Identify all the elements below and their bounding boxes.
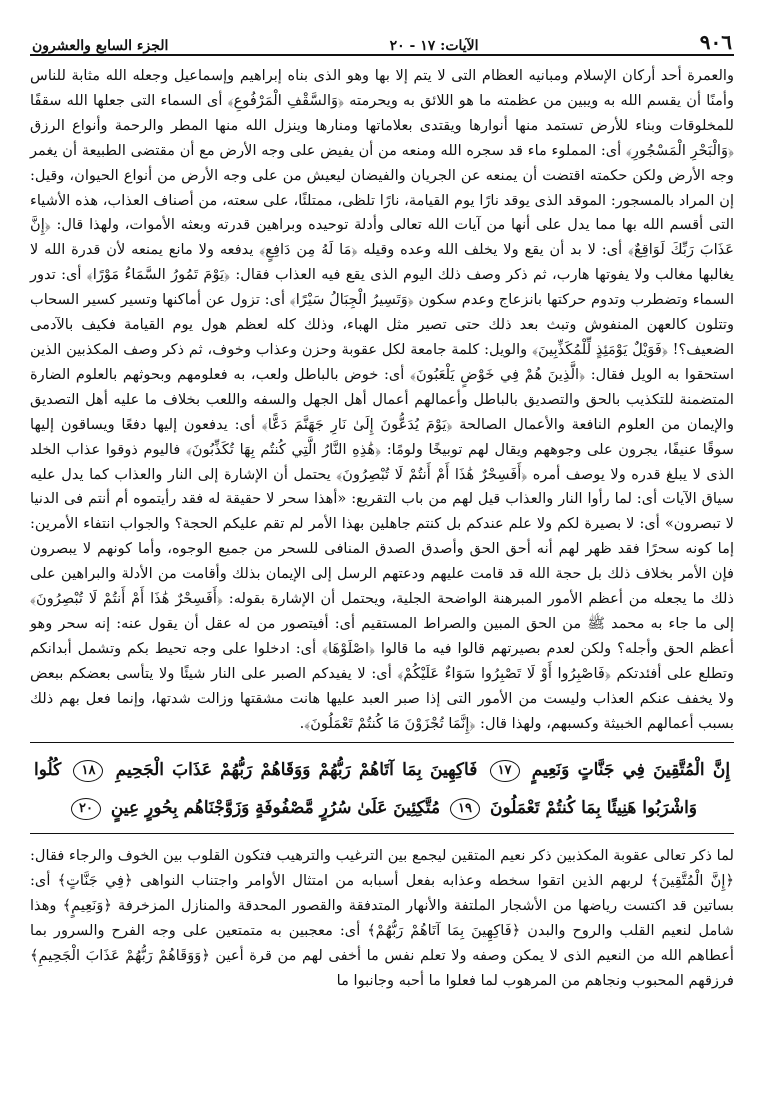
verse-number-marker: ١٧: [490, 760, 520, 782]
quran-verses: [30, 742, 734, 834]
commentary-text: [30, 64, 734, 736]
tafsir-text: [30, 844, 734, 993]
commentary-paragraph: والعمرة أحد أركان الإسلام ومبانيه العظام التى لا يتم إلا بها وهو الذى بناه إبراهيم وإسماعيل وجعله الله مثابة للناس وأمنًا أن يقسم الله به ويبين من عظمته ما هو اللائق به ويحرمته ﴿وَالسَّقْفِ الْمَرْفُوعِ﴾ أى السماء التى جعلها الله سقفًا للمخلوقات وبناء للأرض تستمد منها أنوارها ويقتدى بعلاماتها ومنارها وينزل الله منها المطر والرحمة وأنواع الرزق ﴿وَالْبَحْرِ الْمَسْجُورِ﴾ أى: المملوء ماء قد سجره الله ومنعه من أن يفيض على وجه الأرض مع أن مقتضى الطبيعة أن يغمر وجه الأرض ولكن حكمته اقتضت أن يمنعه عن الجريان والفيضان ليعيش من على وجه الأرض من أنواع الحيوان، وقيل: إن المراد بالمسجور: الموقد الذى يوقد نارًا يوم القيامة، نارًا تلظى، ممتلئًا، على سعته، من أصناف العذاب، هذه الأشياء التى أقسم الله بها مما يدل على أنها من آيات الله تعالى وأدلة توحيده وبراهين قدرته وبعثه الأموات، ولهذا قال: ﴿إِنَّ عَذَابَ رَبِّكَ لَوَاقِعٌ﴾ أى: لا بد أن يقع ولا يخلف الله وعده وقيله ﴿مَا لَهُ مِن دَافِعٍ﴾ يدفعه ولا مانع يمنعه لأن قدرة الله لا يغالبها مغالب ولا يفوتها هارب، ثم ذكر وصف ذلك اليوم الذى يقع فيه العذاب فقال: ﴿يَوْمَ تَمُورُ السَّمَاءُ مَوْرًا﴾ أى: تدور السماء وتضطرب وتدوم حركتها بانزعاج وعدم سكون ﴿وَتَسِيرُ الْجِبَالُ سَيْرًا﴾ أى: تزول عن أماكنها وتسير كسير السحاب وتتلون كالعهن المنفوش وتبث بعد ذلك حتى تصير مثل الهباء، وذلك كله لعظم هول يوم القيامة فكيف بالآدمى الضعيف؟! ﴿فَوَيْلٌ يَوْمَئِذٍ لِّلْمُكَذِّبِينَ﴾ والويل: كلمة جامعة لكل عقوبة وحزن وعذاب وخوف، ثم ذكر وصف المكذبين الذين استحقوا به الويل فقال: ﴿الَّذِينَ هُمْ فِي خَوْضٍ يَلْعَبُونَ﴾ أى: خوض بالباطل ولعب، به فعلومهم وبحوثهم بالعلوم الضارة المتضمنة للتكذيب بالحق والتصديق بالباطل وأعمالهم أعمال أهل الجهل والسفه واللعب بخلاف ما عليه أهل التصديق والإيمان من العلوم النافعة والأعمال الصالحة ﴿يَوْمَ يُدَعُّونَ إِلَىٰ نَارِ جَهَنَّمَ دَعًّا﴾ أى: يدفعون إليها دفعًا ويساقون إليها سوقًا عنيفًا، يجرون على وجوههم ويقال لهم توبيخًا ولومًا: ﴿هَٰذِهِ النَّارُ الَّتِي كُنتُم بِهَا تُكَذِّبُونَ﴾ فاليوم ذوقوا عذاب الخلد الذى لا يبلغ قدره ولا يوصف أمره ﴿أَفَسِحْرٌ هَٰذَا أَمْ أَنتُمْ لَا تُبْصِرُونَ﴾ يحتمل أن الإشارة إلى النار والعذاب كما يدل عليه سياق الآيات أى: لما رأوا النار والعذاب قيل لهم من باب التقريع: «أهذا سحر لا حقيقة له فقد رأيتموه أم أنتم فى الدنيا لا تبصرون» أى: لا بصيرة لكم ولا علم عندكم بل كنتم جاهلين بهذا الأمر لم تقم عليكم الحجة؟ والجواب انتفاء الأمرين: إما كونه سحرًا فقد ظهر لهم أنه أحق الحق وأصدق الصدق المنافى للسحر من جميع الوجوه، وأما كونهم لا يبصرون فإن الأمر بخلاف ذلك بل حجة الله قد قامت عليهم ودعتهم الرسل إلى الإيمان بذلك وأقامت من الأدلة والبراهين على ذلك ما يجعله من أعظم الأمور المبرهنة الواضحة الجلية، ويحتمل أن الإشارة بقوله: ﴿أَفَسِحْرٌ هَٰذَا أَمْ أَنتُمْ لَا تُبْصِرُونَ﴾ إلى ما جاء به محمد ﷺ من الحق المبين والصراط المستقيم أى: أفيتصور من له عقل أن يقول عنه: إنه سحر وهو أعظم الحق وأجله؟ ولكن لعدم بصيرتهم قالوا فيه ما قالوا ﴿اصْلَوْهَا﴾ أى: ادخلوا على وجه تحيط بكم وتشمل أبدانكم وتطلع على أفئدتكم ﴿فَاصْبِرُوا أَوْ لَا تَصْبِرُوا سَوَاءٌ عَلَيْكُمْ﴾ أى: لا يفيدكم الصبر على النار شيئًا ولا يتأسى بعضكم ببعض ولا يخفف عنكم العذاب وليست من الأمور التى إذا صبر العبد عليها هانت مشقتها وزالت شدتها، وإنما فعل بهم ذلك بسبب أعمالهم الخبيثة وكسبهم، ولهذا قال: ﴿إِنَّمَا تُجْزَوْنَ مَا كُنتُمْ تَعْمَلُونَ﴾.: [30, 67, 735, 732]
page-number: ٩٠٦: [699, 30, 732, 54]
verse-number-marker: ٢٠: [71, 798, 101, 820]
verse-number-marker: ١٨: [73, 760, 103, 782]
page-header: [30, 28, 734, 56]
part-title: الجزء السابع والعشرون: [32, 38, 169, 54]
verses-range: الآيات: ١٧ - ٢٠: [389, 38, 479, 54]
verse-text: إِنَّ الْمُتَّقِينَ فِي جَنَّاتٍ وَنَعِيمٍ: [531, 760, 731, 781]
verse-text: مُتَّكِئِينَ عَلَىٰ سُرُرٍ مَّصْفُوفَةٍ وَزَوَّجْنَاهُم بِحُورٍ عِينٍ: [110, 798, 441, 819]
verse-text: فَاكِهِينَ بِمَا آتَاهُمْ رَبُّهُمْ وَوَقَاهُمْ رَبُّهُمْ عَذَابَ الْجَحِيمِ: [115, 760, 478, 781]
tafsir-paragraph: لما ذكر تعالى عقوبة المكذبين ذكر نعيم المتقين ليجمع بين الترغيب والترهيب فتكون القلوب بين الخوف والرجاء فقال: ﴿إِنَّ الْمُتَّقِينَ﴾ لربهم الذين اتقوا سخطه وعذابه بفعل أسبابه من امتثال الأوامر واجتناب النواهى ﴿فِي جَنَّاتٍ﴾ أى: بساتين قد اكتست رياضها من الأشجار الملتفة والأنهار المتدفقة والقصور المحدقة والمنازل المزخرفة ﴿وَنَعِيمٍ﴾ وهذا شامل لنعيم القلب والروح والبدن ﴿فَاكِهِينَ بِمَا آتَاهُمْ رَبُّهُمْ﴾ أى: معجبين به متمتعين على وجه الفرح والسرور بما أعطاهم الله من النعيم الذى لا يمكن وصفه ولا تعلم نفس ما أخفى لهم من قرة أعين ﴿وَوَقَاهُمْ رَبُّهُمْ عَذَابَ الْجَحِيمِ﴾ فرزقهم المحبوب ونجاهم من المرهوب لما فعلوا ما أحبه وجانبوا ما: [30, 847, 734, 989]
verse-number-marker: ١٩: [450, 798, 480, 820]
verse-text: كُلُوا وَاشْرَبُوا هَنِيئًا بِمَا كُنتُمْ تَعْمَلُونَ: [34, 760, 698, 819]
book-page: [30, 28, 734, 1108]
